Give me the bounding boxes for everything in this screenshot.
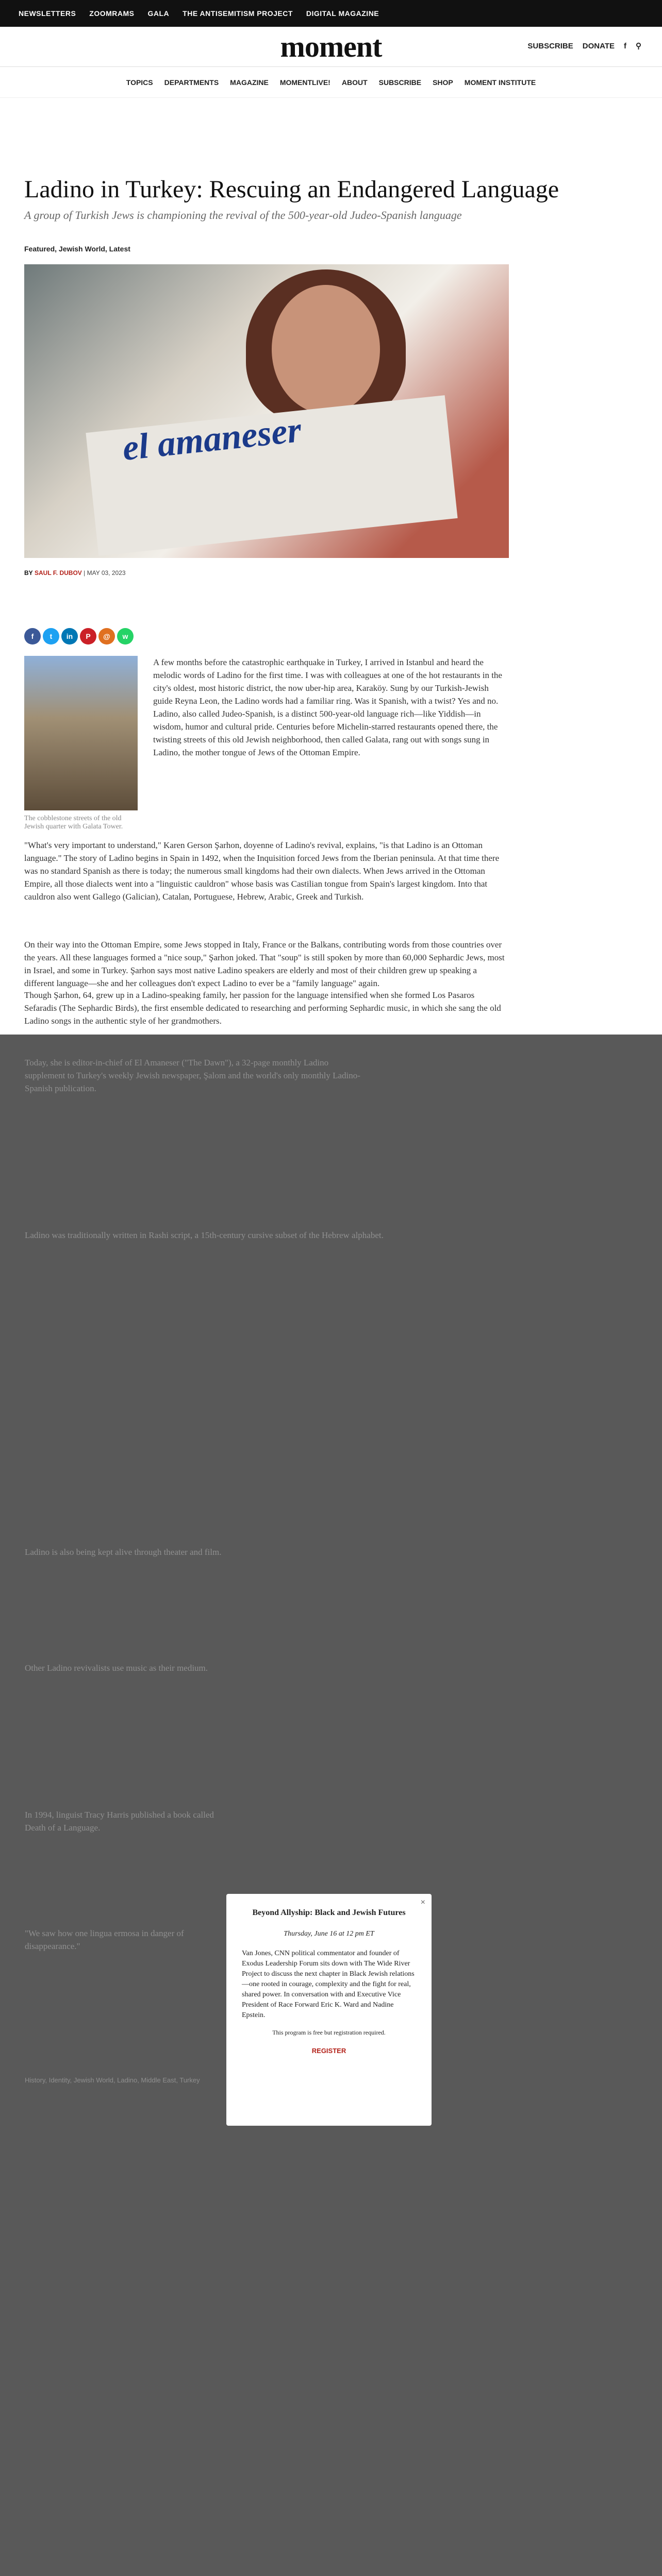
email-share-icon[interactable]: @ [98,628,115,645]
subscribe-link[interactable]: SUBSCRIBE [527,41,573,50]
whatsapp-share-icon[interactable]: w [117,628,134,645]
main-nav [0,67,662,98]
publish-date: MAY 03, 2023 [87,569,126,577]
nav-subscribe[interactable]: SUBSCRIBE [378,78,422,87]
byline: BY SAUL F. DUBOV | MAY 03, 2023 [24,569,126,577]
nav-departments[interactable]: DEPARTMENTS [164,78,219,87]
article-tags[interactable]: History, Identity, Jewish World, Ladino, Middle East, Turkey [25,2076,200,2084]
site-logo[interactable]: moment [280,30,382,63]
topbar-newsletters[interactable]: NEWSLETTERS [19,9,76,18]
pinterest-share-icon[interactable]: P [80,628,96,645]
author-link[interactable]: SAUL F. DUBOV [35,569,82,577]
article-categories[interactable]: Featured, Jewish World, Latest [24,245,130,253]
header-actions [527,41,641,50]
topbar-digital-magazine[interactable]: DIGITAL MAGAZINE [306,9,379,18]
modal-description: Van Jones, CNN political commentator and founder of Exodus Leadership Forum sits down with The Wide River Project to discuss the next chapter in Black Jewish relations—one rooted in courage, complexity and the fight for real, shared power. In conversation with and Executive Vice President of Race Forward Eric K. Ward and Nadine Epstein. [242,1950,415,2019]
linkedin-share-icon[interactable]: in [61,628,78,645]
paragraph: "What's very important to understand," Karen Gerson Şarhon, doyenne of Ladino's revival, explains, "is that Ladino is an Ottoman language." The story of Ladino begins in Spain in 1492, when the Inquisition forced Jews from the Iberian peninsula. At that time there was no standard Spanish as there is today; the numerous small kingdoms had their own dialects. When Jews arrived in the Ottoman Empire, all those dialects went into a "linguistic cauldron" whose basis was Castilian tongue from Spain's largest kingdom. Into that cauldron also went Gallego (Galician), Catalan, Portuguese, Hebrew, Arabic, Greek and Turkish. [24,840,500,902]
search-icon[interactable]: ⚲ [636,42,641,50]
twitter-share-icon[interactable]: t [43,628,59,645]
top-bar [0,0,662,27]
nav-topics[interactable]: TOPICS [126,78,153,87]
close-icon[interactable]: × [420,1898,425,1907]
site-header [0,27,662,67]
paragraph: A few months before the catastrophic earthquake in Turkey, I arrived in Istanbul and heard the melodic words of Ladino for the first time. I was with colleagues at one of the hot restaurants in the city's oldest, most historic district, the now uber-hip area, Karaköy. Sung by our Turkish-Jewish guide Reyna Leon, the Ladino words had a familiar ring. Was it Spanish, with a twist? Yes and no. Ladino, also called Judeo-Spanish, is a distinct 500-year-old language rich—like Yiddish—in wisdom, humor and cultural pride. Centuries before Michelin-starred restaurants opened there, the twisting streets of this old Jewish neighborhood, then called Galata, rang out with songs sung in Ladino, the mother tongue of Jews of the Ottoman Empire. [153,657,502,757]
galata-street-image [24,656,138,810]
donate-link[interactable]: DONATE [582,41,615,50]
paragraph: Though Şarhon, 64, grew up in a Ladino-speaking family, her passion for the language intensified when she formed Los Pasaros Sefaradis (The Sephardic Birds), the first ensemble dedicated to researching and performing Sephardic music, in which she sang the old Ladino songs in the authentic style of her grandmothers. [24,990,501,1026]
topbar-gala[interactable]: GALA [147,9,170,18]
facebook-icon[interactable]: f [624,41,626,50]
share-bar [24,628,638,645]
hero-face [272,285,380,414]
dimmed-article: Today, she is editor-in-chief of El Amaneser ("The Dawn"), a 32-page monthly Ladino supplement to Turkey's weekly Jewish newspaper, Şalom and the world's only monthly Ladino-Spanish publication. Ladino was traditionally written in Rashi script, a 15th-century cursive subset of the Hebrew alphabet. Ladino is also being kept alive through theater and film. Other Ladino revivalists use music as their medium. In 1994, linguist Tracy Harris published a book called Death of a Language. "We saw how one lingua ermosa in danger of disappearance." History, Identity, Jewish World, Ladino, Middle East, Turkey [25,1046,638,2084]
paragraph: On their way into the Ottoman Empire, some Jews stopped in Italy, France or the Balkans, contributing words from those countries over the years. All these languages formed a "nice soup," Şarhon joked. That "soup" is still spoken by more than 60,000 Sephardic Jews, most in Israel, and some in Turkey. Şarhon says most native Ladino speakers are elderly and most of their children grew up speaking a different language—she and her colleagues don't expect Ladino to ever be a "family language" again. [24,940,505,988]
event-modal [226,1894,432,2126]
modal-heading: Beyond Allyship: Black and Jewish Futures [252,1908,406,1917]
nav-magazine[interactable]: MAGAZINE [230,78,269,87]
register-button[interactable]: REGISTER [311,2047,346,2055]
nav-shop[interactable]: SHOP [433,78,453,87]
nav-momentlive[interactable]: MOMENTLIVE! [279,78,330,87]
article-subtitle: A group of Turkish Jews is championing the revival of the 500-year-old Judeo-Spanish language [24,209,462,222]
nav-moment-institute[interactable]: MOMENT INSTITUTE [464,78,536,87]
modal-note: This program is free but registration required. [272,2029,386,2036]
hero-masthead: el amaneser [120,410,304,468]
topbar-antisemitism[interactable]: THE ANTISEMITISM PROJECT [183,9,293,18]
hero-image [24,264,509,558]
image-caption: The cobblestone streets of the old Jewish quarter with Galata Tower. [24,815,123,831]
modal-date: Thursday, June 16 at 12 pm ET [284,1930,374,1938]
facebook-share-icon[interactable]: f [24,628,41,645]
nav-about[interactable]: ABOUT [341,78,368,87]
topbar-zoomrams[interactable]: ZOOMRAMS [89,9,135,18]
article-title: Ladino in Turkey: Rescuing an Endangered Language [24,176,559,203]
article-container [24,175,638,1047]
article-body [24,656,638,1047]
